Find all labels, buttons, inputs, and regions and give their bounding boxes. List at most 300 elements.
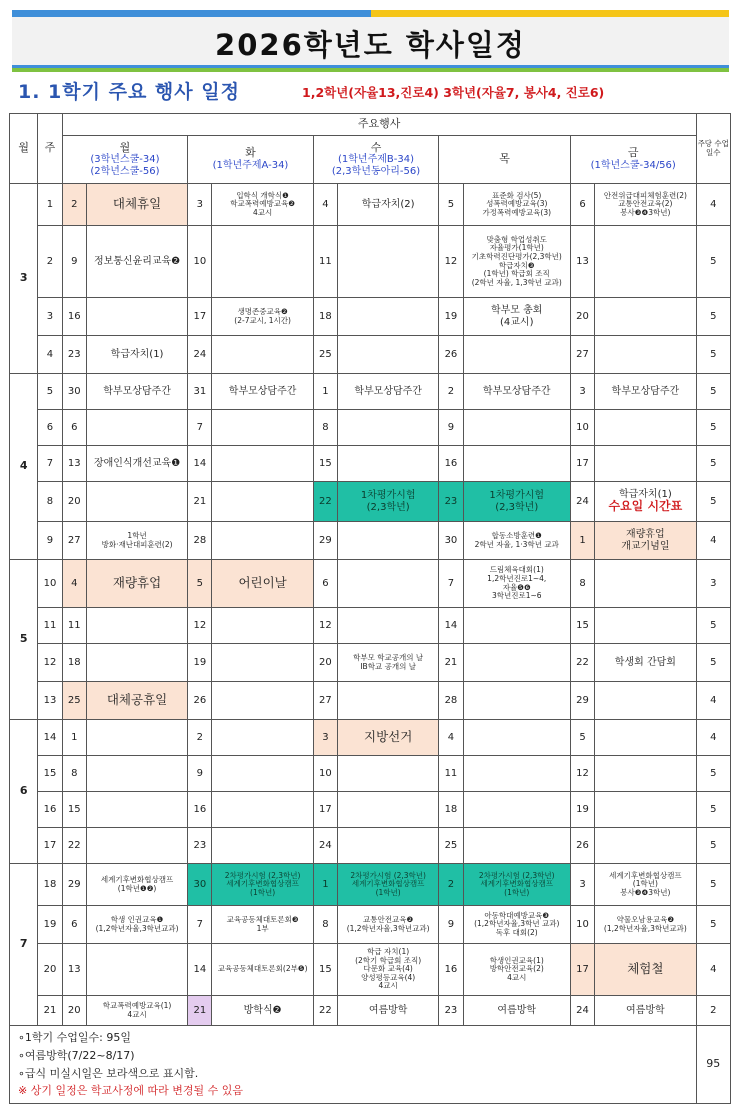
mon-event [86,482,187,522]
tue-date: 10 [188,226,212,298]
fri-event [595,560,696,608]
fri-event [595,720,696,756]
footer-line-l3: ∘급식 미실시일은 보라색으로 표시함. [18,1066,199,1080]
mon-event: 장애인식개선교육❶ [86,446,187,482]
footer-notes [10,1026,697,1104]
week-number: 7 [38,446,62,482]
fri-event: 학부모상담주간 [595,374,696,410]
tue-event [212,756,313,792]
tue-event [212,644,313,682]
wed-date: 11 [313,226,337,298]
tue-event [212,720,313,756]
week-number: 1 [38,184,62,226]
thu-event [463,756,570,792]
class-days: 5 [696,756,730,792]
week-row [10,336,731,374]
thu-date: 14 [439,608,463,644]
week-row [10,792,731,828]
monday-subtitle: (3학년스쿨-34) (2학년스쿨-56) [90,154,160,177]
wed-event: 학급자치(2) [338,184,439,226]
fri-date: 13 [570,226,594,298]
tue-date: 14 [188,944,212,996]
tue-date: 7 [188,410,212,446]
thu-date: 9 [439,410,463,446]
fri-date: 5 [570,720,594,756]
mon-date: 1 [62,720,86,756]
thu-date: 9 [439,906,463,944]
thursday-label: 목 [499,152,510,166]
tue-date: 3 [188,184,212,226]
mon-event [86,298,187,336]
class-days: 5 [696,226,730,298]
week-row [10,906,731,944]
tue-event [212,522,313,560]
wed-event [338,792,439,828]
week-number: 14 [38,720,62,756]
thu-event [463,828,570,864]
fri-event-text: 학급자치(1) [618,488,672,500]
thu-event: 표준화 검사(5) 성폭력예방교육(3) 가정폭력예방교육(3) [463,184,570,226]
thu-date: 25 [439,828,463,864]
wed-date: 15 [313,944,337,996]
tue-date: 31 [188,374,212,410]
mon-date: 13 [62,944,86,996]
wed-event [338,682,439,720]
class-days: 5 [696,864,730,906]
fri-date: 15 [570,608,594,644]
week-row [10,996,731,1026]
tue-event: 생명존중교육❷ (2-7교시, 1시간) [212,298,313,336]
wed-event: 학부모상담주간 [338,374,439,410]
wed-event [338,522,439,560]
week-number: 21 [38,996,62,1026]
fri-event [595,410,696,446]
mon-date: 20 [62,996,86,1026]
month-cell: 3 [10,184,38,374]
fri-event: 세계기후변화협상캠프 (1학년) 봉사❸❹3학년) [595,864,696,906]
thu-date: 19 [439,298,463,336]
fri-date: 24 [570,482,594,522]
class-days: 5 [696,482,730,522]
mon-date: 29 [62,864,86,906]
class-days: 5 [696,828,730,864]
wed-date: 8 [313,906,337,944]
class-days: 5 [696,644,730,682]
week-number: 4 [38,336,62,374]
month-header: 월 [10,114,38,184]
week-number: 16 [38,792,62,828]
thu-date: 28 [439,682,463,720]
thu-event: 학부모 총회 (4교시) [463,298,570,336]
wed-event [338,446,439,482]
thu-date: 23 [439,482,463,522]
week-number: 13 [38,682,62,720]
fri-date: 8 [570,560,594,608]
tue-date: 5 [188,560,212,608]
fri-date: 20 [570,298,594,336]
tue-event: 학부모상담주간 [212,374,313,410]
week-number: 5 [38,374,62,410]
week-number: 18 [38,864,62,906]
wednesday-label: 수 [370,140,382,154]
thu-event [463,720,570,756]
wed-event: 2차평가시험 (2,3학년) 세계기후변화협상캠프 (1학년) [338,864,439,906]
thu-date: 2 [439,864,463,906]
mon-date: 30 [62,374,86,410]
week-row [10,720,731,756]
fri-event: 재량휴업 개교기념일 [595,522,696,560]
class-days: 4 [696,682,730,720]
footer-line-l1: ∘1학기 수업일수: 95일 [18,1031,131,1045]
fri-date: 29 [570,682,594,720]
week-row [10,864,731,906]
wed-date: 22 [313,482,337,522]
mon-date: 25 [62,682,86,720]
mon-event: 대체공휴일 [86,682,187,720]
fri-date: 17 [570,944,594,996]
tue-event [212,446,313,482]
wed-event [338,298,439,336]
thursday-header [439,136,571,184]
tue-event [212,828,313,864]
tue-event [212,682,313,720]
tue-event [212,226,313,298]
week-row [10,446,731,482]
thu-event [463,644,570,682]
tue-date: 23 [188,828,212,864]
class-days: 4 [696,522,730,560]
wed-date: 1 [313,864,337,906]
week-row [10,608,731,644]
tue-date: 12 [188,608,212,644]
tue-date: 2 [188,720,212,756]
mon-date: 18 [62,644,86,682]
thu-event: 학생인권교육(1) 방학안전교육(2) 4교시 [463,944,570,996]
tue-date: 7 [188,906,212,944]
thu-event [463,446,570,482]
wed-date: 15 [313,446,337,482]
wed-date: 8 [313,410,337,446]
thu-event: 맞춤형 학업성취도 자율평가(1학년) 기초학력진단평가(2,3학년) 학급자치❸ (1학년) 학급회 조직 (2학년 자율, 1,3학년 교과) [463,226,570,298]
fri-event [595,446,696,482]
week-number: 15 [38,756,62,792]
tue-event: 교육공동체대토론회❸ 1부 [212,906,313,944]
week-row [10,374,731,410]
wed-date: 1 [313,374,337,410]
monday-header [62,136,188,184]
mon-date: 6 [62,410,86,446]
tue-event [212,410,313,446]
wednesday-header [313,136,439,184]
fri-date: 17 [570,446,594,482]
tue-date: 19 [188,644,212,682]
week-number: 10 [38,560,62,608]
tue-date: 21 [188,482,212,522]
class-days: 5 [696,906,730,944]
tue-date: 14 [188,446,212,482]
wed-event [338,560,439,608]
footer-line-l4: ※ 상기 일정은 학교사정에 따라 변경될 수 있음 [18,1084,243,1098]
week-row [10,298,731,336]
thu-event [463,682,570,720]
wed-event [338,226,439,298]
fri-date: 3 [570,374,594,410]
schedule-table [9,113,731,1104]
fri-date: 3 [570,864,594,906]
fri-event [595,792,696,828]
fri-event [595,298,696,336]
thu-event: 아동학대예방교육❸ (1,2학년자율,3학년 교과) 독후 대회(2) [463,906,570,944]
wed-event: 지방선거 [338,720,439,756]
week-row [10,682,731,720]
fri-date: 12 [570,756,594,792]
wed-date: 3 [313,720,337,756]
page-title: 2026학년도 학사일정 [215,28,526,62]
mon-event: 대체휴일 [86,184,187,226]
week-number: 6 [38,410,62,446]
week-row [10,410,731,446]
week-row [10,522,731,560]
thu-event: 1차평가시험 (2,3학년) [463,482,570,522]
tue-date: 9 [188,756,212,792]
week-header: 주 [38,114,62,184]
fri-event: 여름방학 [595,996,696,1026]
tuesday-label: 화 [245,146,256,160]
wed-event: 학급 자치(1) (2학기 학급회 조직) 다문화 교육(4) 양성평등교육(4) 4교시 [338,944,439,996]
fri-event [595,682,696,720]
total-days: 95 [696,1026,730,1104]
week-row [10,226,731,298]
thu-date: 30 [439,522,463,560]
mon-event [86,644,187,682]
fri-date: 27 [570,336,594,374]
footer-line-l2: ∘여름방학(7/22~8/17) [18,1048,135,1062]
week-number: 20 [38,944,62,996]
tue-event: 교육공동체대토론회(2부❺) [212,944,313,996]
thu-date: 7 [439,560,463,608]
fri-event [595,336,696,374]
fri-date: 10 [570,906,594,944]
mon-event [86,720,187,756]
mon-event: 학교폭력예방교육(1) 4교시 [86,996,187,1026]
title-box [12,17,729,68]
week-row [10,644,731,682]
fri-date: 1 [570,522,594,560]
tue-date: 16 [188,792,212,828]
wednesday-subtitle: (1학년주제B-34) (2,3학년동아리-56) [331,154,421,177]
thu-event [463,410,570,446]
header-color-bar [12,10,729,17]
week-number: 2 [38,226,62,298]
wed-event [338,756,439,792]
thu-event: 드림체육대회(1) 1,2학년진로1~4, 자율❺❻ 3학년진로1~6 [463,560,570,608]
wednesday-schedule-note: 수요일 시간표 [608,499,683,514]
wed-date: 4 [313,184,337,226]
thu-event: 학부모상담주간 [463,374,570,410]
thu-date: 11 [439,756,463,792]
fri-event [595,828,696,864]
thu-event [463,792,570,828]
mon-date: 20 [62,482,86,522]
wed-date: 24 [313,828,337,864]
mon-date: 9 [62,226,86,298]
class-days: 5 [696,608,730,644]
mon-date: 8 [62,756,86,792]
mon-date: 11 [62,608,86,644]
tuesday-header [188,136,314,184]
tue-date: 30 [188,864,212,906]
class-days: 5 [696,298,730,336]
days-header: 주당 수업 일수 [696,114,730,184]
fri-event: 학생회 간담회 [595,644,696,682]
thu-date: 16 [439,446,463,482]
tue-date: 24 [188,336,212,374]
thu-date: 21 [439,644,463,682]
month-cell: 4 [10,374,38,560]
thu-event: 합동소방훈련❶ 2학년 자율, 1·3학년 교과 [463,522,570,560]
class-days: 5 [696,336,730,374]
thu-event [463,336,570,374]
class-days: 2 [696,996,730,1026]
friday-label: 금 [627,146,639,160]
week-number: 11 [38,608,62,644]
fri-event [595,608,696,644]
wed-date: 17 [313,792,337,828]
week-row [10,944,731,996]
wed-event: 학부모 학교공개의 날 IB학교 공개의 날 [338,644,439,682]
mon-event: 세계기후변화협상캠프 (1학년❶❷) [86,864,187,906]
tue-event: 2차평가시험 (2,3학년) 세계기후변화협상캠프 (1학년) [212,864,313,906]
fri-event: 체험철 [595,944,696,996]
tuesday-subtitle: (1학년주제A-34) [212,160,289,172]
mon-event [86,756,187,792]
fri-date: 22 [570,644,594,682]
week-number: 17 [38,828,62,864]
month-cell: 7 [10,864,38,1026]
mon-event [86,828,187,864]
wed-event: 여름방학 [338,996,439,1026]
hours-note: 1,2학년(자율13,진로4) 3학년(자율7, 봉사4, 진로6) [302,85,605,100]
friday-header [570,136,696,184]
week-number: 3 [38,298,62,336]
mon-event [86,608,187,644]
thu-date: 16 [439,944,463,996]
week-row [10,560,731,608]
wed-date: 20 [313,644,337,682]
mon-date: 15 [62,792,86,828]
fri-date: 10 [570,410,594,446]
thu-date: 18 [439,792,463,828]
fri-event [595,482,696,522]
thu-date: 4 [439,720,463,756]
class-days: 4 [696,944,730,996]
week-number: 19 [38,906,62,944]
mon-date: 2 [62,184,86,226]
tue-event: 어린이날 [212,560,313,608]
tue-date: 28 [188,522,212,560]
tue-date: 21 [188,996,212,1026]
thu-event: 여름방학 [463,996,570,1026]
mon-date: 6 [62,906,86,944]
mon-event: 학급자치(1) [86,336,187,374]
class-days: 3 [696,560,730,608]
friday-subtitle: (1학년스쿨-34/56) [590,160,676,172]
thu-event: 2차평가시험 (2,3학년) 세계기후변화협상캠프 (1학년) [463,864,570,906]
mon-event: 학부모상담주간 [86,374,187,410]
month-cell: 6 [10,720,38,864]
mon-event [86,792,187,828]
mon-event: 1학년 방화·재난대피훈련(2) [86,522,187,560]
week-number: 12 [38,644,62,682]
class-days: 4 [696,184,730,226]
fri-date: 26 [570,828,594,864]
wed-date: 18 [313,298,337,336]
mon-date: 22 [62,828,86,864]
fri-event [595,226,696,298]
mon-date: 23 [62,336,86,374]
class-days: 5 [696,792,730,828]
thu-date: 23 [439,996,463,1026]
wed-date: 12 [313,608,337,644]
thu-date: 26 [439,336,463,374]
fri-date: 19 [570,792,594,828]
week-number: 8 [38,482,62,522]
month-cell: 5 [10,560,38,720]
fri-event: 안전위급대피체험훈련(2) 교통안전교육(2) 봉사❸❹3학년) [595,184,696,226]
tue-date: 17 [188,298,212,336]
wed-event [338,828,439,864]
fri-event [595,756,696,792]
fri-event: 약물오남용교육❷ (1,2학년자율,3학년교과) [595,906,696,944]
mon-event: 학생 인권교육❶ (1,2학년자율,3학년교과) [86,906,187,944]
mon-event: 정보통신윤리교육❷ [86,226,187,298]
wed-date: 10 [313,756,337,792]
events-header: 주요행사 [62,114,696,136]
fri-date: 24 [570,996,594,1026]
fri-date: 6 [570,184,594,226]
wed-event: 교통안전교육❷ (1,2학년자율,3학년교과) [338,906,439,944]
tue-date: 26 [188,682,212,720]
section-title: 1. 1학기 주요 행사 일정 [18,81,240,103]
wed-date: 27 [313,682,337,720]
wed-event [338,608,439,644]
wed-event: 1차평가시험 (2,3학년) [338,482,439,522]
class-days: 4 [696,720,730,756]
wed-date: 6 [313,560,337,608]
week-row [10,184,731,226]
mon-date: 13 [62,446,86,482]
class-days: 5 [696,446,730,482]
mon-date: 16 [62,298,86,336]
tue-event: 방학식❷ [212,996,313,1026]
wed-event [338,336,439,374]
tue-event [212,608,313,644]
thu-date: 5 [439,184,463,226]
thu-event [463,608,570,644]
wed-date: 29 [313,522,337,560]
class-days: 5 [696,374,730,410]
tue-event: 입학식 개학식❶ 학교폭력예방교육❷ 4교시 [212,184,313,226]
tue-event [212,336,313,374]
week-row [10,756,731,792]
wed-date: 25 [313,336,337,374]
thu-date: 2 [439,374,463,410]
week-number: 9 [38,522,62,560]
mon-date: 4 [62,560,86,608]
tue-event [212,792,313,828]
tue-event [212,482,313,522]
wed-date: 22 [313,996,337,1026]
